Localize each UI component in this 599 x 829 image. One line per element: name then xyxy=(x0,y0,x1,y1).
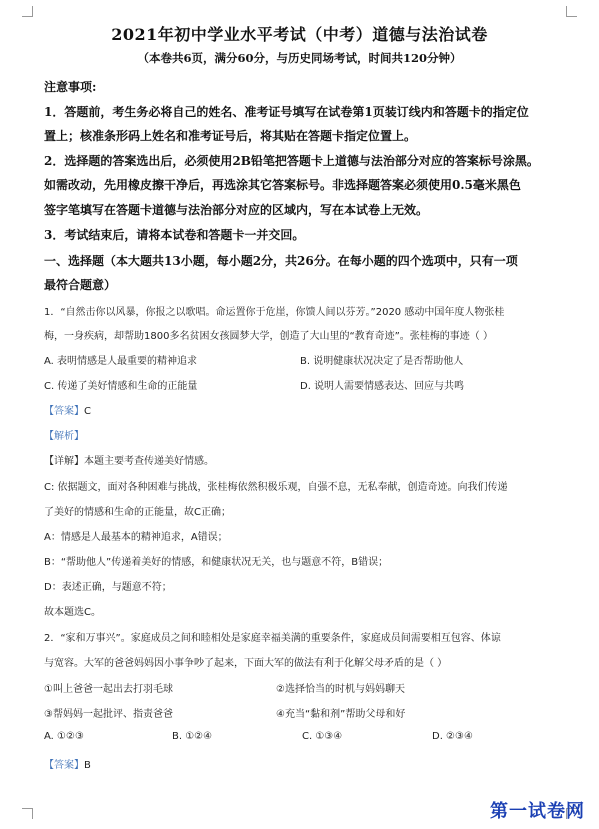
crop-mark-top-right xyxy=(566,6,577,17)
q1-analysis-label: 【解析】 xyxy=(44,431,84,442)
detail-text: 本题主要考查传递美好情感。 xyxy=(84,456,214,467)
question-1-stem: 梅，一身疾病，却帮助1800多名贫困女孩圆梦大学，创造了大山里的“教育奇迹”。张桂梅的事迹（ ） xyxy=(44,331,493,342)
exam-subtitle: （本卷共6页，满分60分，与历史同场考试，时间共120分钟） xyxy=(137,51,462,65)
q1-option-a: A. 表明情感是人最重要的精神追求 xyxy=(44,356,198,367)
q1-option-c: C. 传递了美好情感和生命的正能量 xyxy=(44,381,198,392)
notice-line: 1．答题前，考生务必将自己的姓名、准考证号填写在试卷第1页装订线内和答题卡的指定位 xyxy=(44,105,529,119)
exam-title: 2021年初中学业水平考试（中考）道德与法治试卷 xyxy=(111,25,488,44)
q1-option-d: D. 说明人需要情感表达、回应与共鸣 xyxy=(300,381,465,392)
answer-value: B xyxy=(84,760,91,771)
notice-line: 3．考试结束后，请将本试卷和答题卡一并交回。 xyxy=(44,228,305,242)
q1-explain-line: 故本题选C。 xyxy=(44,607,101,618)
q2-option-a: A. ①②③ xyxy=(44,731,84,742)
q2-item-4: ④充当“黏和剂”帮助父母和好 xyxy=(276,709,406,720)
q1-detail xyxy=(44,452,214,467)
q2-item-2: ②选择恰当的时机与妈妈聊天 xyxy=(276,684,405,695)
question-2-stem: 与宽容。大军的爸爸妈妈因小事争吵了起来，下面大军的做法有利于化解父母矛盾的是（ ） xyxy=(44,658,448,669)
q2-option-b: B. ①②④ xyxy=(172,731,213,742)
section-heading: 一、选择题（本大题共13小题，每小题2分，共26分。在每小题的四个选项中，只有一项 xyxy=(44,254,518,268)
notice-line: 签字笔填写在答题卡道德与法治部分对应的区域内，写在本试卷上无效。 xyxy=(44,203,429,217)
q2-item-1: ①叫上爸爸一起出去打羽毛球 xyxy=(44,684,173,695)
q2-option-c: C. ①③④ xyxy=(302,731,343,742)
crop-mark-top-left xyxy=(22,6,33,17)
detail-label: 【详解】 xyxy=(44,456,84,467)
q1-option-b: B. 说明健康状况决定了是否帮助他人 xyxy=(300,356,464,367)
notice-heading: 注意事项: xyxy=(44,80,97,94)
crop-mark-bottom-left xyxy=(22,808,33,819)
answer-label: 【答案】 xyxy=(44,760,84,771)
q1-answer xyxy=(44,402,91,417)
q1-explain-line: B：“帮助他人”传递着美好的情感，和健康状况无关，也与题意不符，B错误； xyxy=(44,557,389,568)
site-watermark: 第一试卷网 xyxy=(490,801,585,822)
q1-explain-line: C: 依据题文，面对各种困难与挑战，张桂梅依然积极乐观，自强不息，无私奉献，创造奇迹。向我们传递 xyxy=(44,482,508,493)
q1-explain-line: D：表述正确，与题意不符； xyxy=(44,582,172,593)
q1-explain-line: 了美好的情感和生命的正能量，故C正确； xyxy=(44,507,231,518)
section-heading: 最符合题意） xyxy=(44,278,117,292)
notice-line: 如需改动，先用橡皮擦干净后，再选涂其它答案标号。非选择题答案必须使用0.5毫米黑色 xyxy=(44,178,521,192)
question-1-stem: 1．“自然击你以风暴，你报之以歌唱。命运置你于危崖，你馈人间以芬芳。”2020 感动中国年度人物张桂 xyxy=(44,307,505,318)
q2-item-3: ③帮妈妈一起批评、指责爸爸 xyxy=(44,709,173,720)
answer-value: C xyxy=(84,406,91,417)
q1-explain-line: A：情感是人最基本的精神追求，A错误； xyxy=(44,532,228,543)
notice-line: 2．选择题的答案选出后，必须使用2B铅笔把答题卡上道德与法治部分对应的答案标号涂黑。 xyxy=(44,154,539,168)
question-2-stem: 2．“家和万事兴”。家庭成员之间和睦相处是家庭幸福美满的重要条件，家庭成员间需要相互包容、体谅 xyxy=(44,633,501,644)
q2-answer xyxy=(44,756,91,771)
notice-line: 置上；核准条形码上姓名和准考证号后，将其贴在答题卡指定位置上。 xyxy=(44,129,417,143)
q2-option-d: D. ②③④ xyxy=(432,731,473,742)
answer-label: 【答案】 xyxy=(44,406,84,417)
